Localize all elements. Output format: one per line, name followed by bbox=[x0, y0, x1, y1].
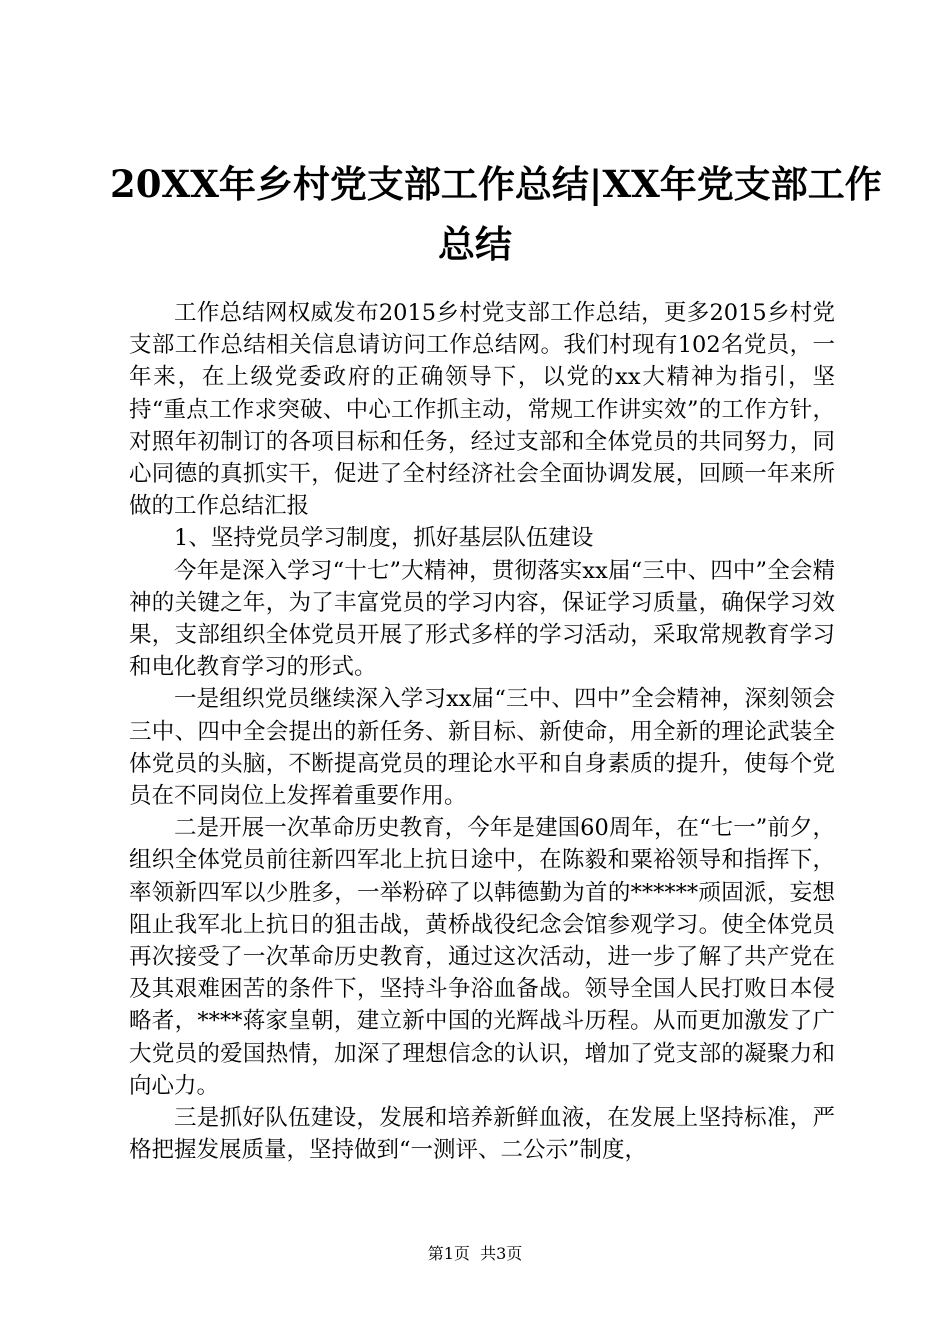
paragraph-point-three: 三是抓好队伍建设，发展和培养新鲜血液，在发展上坚持标准，严格把握发展质量，坚持做到“一测评、二公示”制度， bbox=[129, 1105, 835, 1164]
document-title-line-2: 总结 bbox=[438, 222, 512, 266]
page-number-footer: 第1页 共3页 bbox=[427, 1244, 523, 1263]
paragraph-point-two: 二是开展一次革命历史教育，今年是建国60周年，在“七一”前夕，组织全体党员前往新四军北上抗日途中，在陈毅和粟裕领导和指挥下，率领新四军以少胜多，一举粉碎了以韩德勤为首的******顽固派，妄想阻止我军北上抗日的狙击战，黄桥战役纪念会馆参观学习。使全体党员再次接受了一次革命历史教育，通过这次活动，进一步了解了共产党在及其艰难困苦的条件下，坚持斗争浴血备战。领导全国人民打败日本侵略者，****蒋家皇朝，建立新中国的光辉战斗历程。从而更加激发了广大党员的爱国热情，加深了理想信念的认识，增加了党支部的凝聚力和向心力。 bbox=[129, 815, 835, 1099]
paragraph-study-overview: 今年是深入学习“十七”大精神，贯彻落实xx届“三中、四中”全会精神的关键之年，为了丰富党员的学习内容，保证学习质量，确保学习效果，支部组织全体党员开展了形式多样的学习活动，采取常规教育学习和电化教育学习的形式。 bbox=[129, 557, 835, 681]
document-title-line-1: 20XX年乡村党支部工作总结|XX年党支部工作 bbox=[110, 162, 882, 206]
paragraph-intro: 工作总结网权威发布2015乡村党支部工作总结，更多2015乡村党支部工作总结相关信息请访问工作总结网。我们村现有102名党员，一年来，在上级党委政府的正确领导下，以党的xx大精神为指引，坚持“重点工作求突破、中心工作抓主动，常规工作讲实效”的工作方针，对照年初制订的各项目标和任务，经过支部和全体党员的共同努力，同心同德的真抓实干，促进了全村经济社会全面协调发展，回顾一年来所做的工作总结汇报 bbox=[129, 300, 835, 520]
document-body bbox=[129, 297, 835, 1166]
section-heading: 1、坚持党员学习制度，抓好基层队伍建设 bbox=[174, 525, 594, 552]
paragraph-point-one: 一是组织党员继续深入学习xx届“三中、四中”全会精神，深刻领会三中、四中全会提出的新任务、新目标、新使命，用全新的理论武装全体党员的头脑，不断提高党员的理论水平和自身素质的提升，使每个党员在不同岗位上发挥着重要作用。 bbox=[129, 686, 835, 810]
